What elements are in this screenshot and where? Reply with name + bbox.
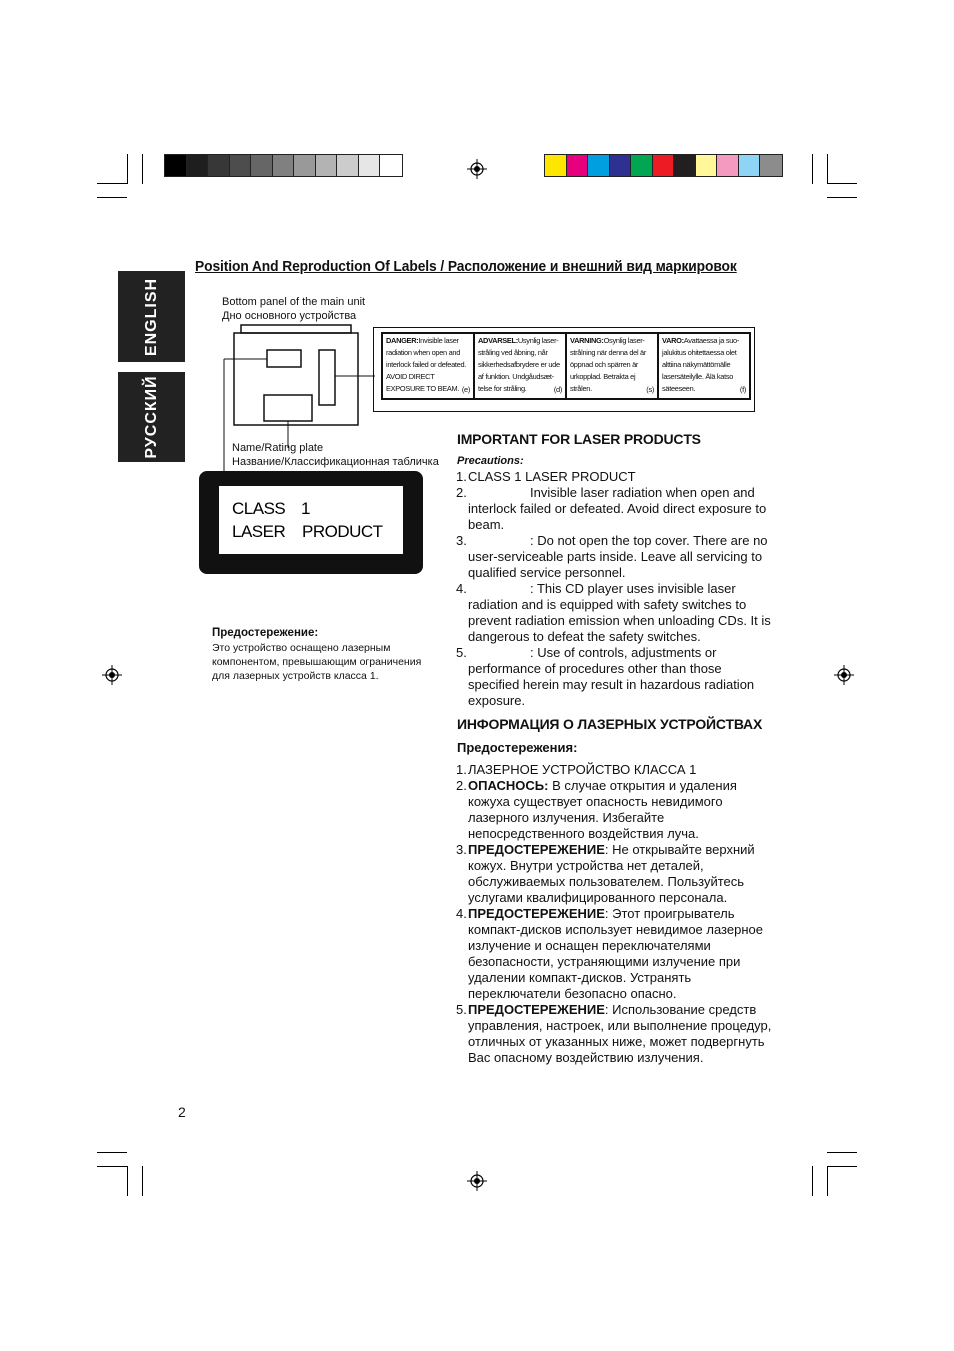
ru-heading: ИНФОРМАЦИЯ О ЛАЗЕРНЫХ УСТРОЙСТВАХ bbox=[457, 716, 763, 732]
page-title: Position And Reproduction Of Labels / Расположение и внешний вид маркировок bbox=[195, 258, 737, 275]
color-swatch bbox=[230, 155, 252, 176]
warning-label bbox=[381, 332, 475, 400]
warning-label-text: Avattaessa ja suo-jalukitus ohitettaessa olet alttiina näkymättömälle lasersäteilylle. Älä katso säteeseen. bbox=[662, 336, 740, 393]
ru-caution-text: Это устройство оснащено лазерным компонентом, превышающим ограничения для лазерных устройств класса 1. bbox=[212, 642, 422, 682]
list-item-number: 4. bbox=[456, 581, 467, 596]
name-plate-label-ru: Название/Классификационная табличка bbox=[232, 456, 439, 468]
list-item-text: CLASS 1 LASER PRODUCT bbox=[468, 469, 636, 484]
list-item-number: 4. bbox=[456, 906, 467, 921]
color-swatch bbox=[251, 155, 273, 176]
list-item bbox=[456, 778, 776, 842]
class1-label bbox=[199, 471, 423, 574]
class-word: CLASS bbox=[232, 499, 286, 518]
en-precautions-label: Precautions: bbox=[457, 455, 524, 467]
warning-label-code: (s) bbox=[646, 385, 654, 394]
color-swatch bbox=[273, 155, 295, 176]
warning-label-code: (d) bbox=[553, 385, 562, 394]
list-item bbox=[456, 469, 776, 485]
list-item-text: ЛАЗЕРНОЕ УСТРОЙСТВО КЛАССА 1 bbox=[468, 762, 697, 777]
color-swatch bbox=[696, 155, 718, 176]
name-plate-label-en: Name/Rating plate bbox=[232, 442, 324, 454]
warning-label-head: VARO: bbox=[662, 336, 684, 345]
list-item-number: 3. bbox=[456, 533, 467, 548]
warning-label-code: (e) bbox=[461, 385, 470, 394]
color-swatch bbox=[760, 155, 782, 176]
color-swatch bbox=[380, 155, 402, 176]
page-number: 2 bbox=[178, 1104, 186, 1120]
warning-label bbox=[473, 332, 567, 400]
list-item bbox=[456, 581, 776, 645]
list-item-text: : Этот проигрыватель компакт-дисков использует невидимое лазерное излучение и оснащен переключателями безопасности, устраняющими излучение при удалении компакт-дисков. Устранять переключатели безопасно опасно. bbox=[468, 906, 763, 1001]
list-item-number: 2. bbox=[456, 778, 467, 793]
list-item-number: 5. bbox=[456, 1002, 467, 1017]
list-item-number: 3. bbox=[456, 842, 467, 857]
warning-label-code: (f) bbox=[739, 385, 746, 394]
tab-russian bbox=[118, 372, 185, 462]
process-color-bar bbox=[544, 154, 783, 177]
list-item bbox=[456, 1002, 776, 1066]
ru-caution-title: Предостережение: bbox=[212, 627, 319, 639]
color-swatch bbox=[316, 155, 338, 176]
list-item-text: : Не открывайте верхний кожух. Внутри устройства нет деталей, обслуживаемых пользователем. Пользуйтесь услугами квалифицированного персонала. bbox=[468, 842, 755, 905]
list-item-number: 5. bbox=[456, 645, 467, 660]
list-item-text: В случае открытия и удаления кожуха существует опасность невидимого лазерного излучения. Избегайте непосредственного воздействия луча. bbox=[468, 778, 737, 841]
registration-mark-icon bbox=[467, 159, 487, 179]
list-item bbox=[456, 645, 776, 709]
bottom-panel-label bbox=[222, 295, 365, 323]
class1-label-inner bbox=[219, 486, 403, 554]
registration-mark-icon bbox=[834, 665, 854, 685]
list-item-number: 2. bbox=[456, 485, 467, 500]
list-item-number: 1. bbox=[456, 762, 467, 777]
warning-label-text: Usynlig laser-stråling ved åbning, når sikkerhedsafbrydere er ude af funktion. Undgåudsæt-telse for stråling. bbox=[478, 336, 560, 393]
warning-labels-panel bbox=[373, 327, 755, 412]
tab-russian-label: РУССКИЙ bbox=[142, 375, 160, 459]
ru-precautions-label: Предостережения: bbox=[457, 740, 578, 755]
warning-label-text: Osynlig laser-strålning när denna del är öppnad och spärren är urkopplad. Betrakta ej strålen. bbox=[570, 336, 647, 393]
color-swatch bbox=[739, 155, 761, 176]
en-heading: IMPORTANT FOR LASER PRODUCTS bbox=[457, 431, 701, 447]
en-precautions-list bbox=[456, 469, 776, 709]
tab-english-label: ENGLISH bbox=[142, 277, 160, 356]
list-item-bold: ПРЕДОСТЕРЕЖЕНИЕ bbox=[468, 842, 605, 857]
list-item-text: Invisible laser radiation when open and interlock failed or defeated. Avoid direct exposure to beam. bbox=[468, 485, 767, 532]
color-swatch bbox=[631, 155, 653, 176]
list-item bbox=[456, 906, 776, 1002]
name-plate-label bbox=[232, 441, 439, 469]
color-swatch bbox=[653, 155, 675, 176]
registration-mark-icon bbox=[102, 665, 122, 685]
ru-precautions-list bbox=[456, 762, 776, 1066]
bottom-panel-label-en: Bottom panel of the main unit bbox=[222, 296, 366, 308]
list-item-bold: ПРЕДОСТЕРЕЖЕНИЕ bbox=[468, 1002, 605, 1017]
color-swatch bbox=[717, 155, 739, 176]
registration-mark-icon bbox=[467, 1171, 487, 1191]
list-item-text: : This CD player uses invisible laser radiation and is equipped with safety switches to prevent radiation emission when unloading CDs. It is dangerous to defeat the safety switches. bbox=[468, 581, 771, 644]
grayscale-color-bar bbox=[164, 154, 403, 177]
product-word: PRODUCT bbox=[302, 522, 383, 541]
color-swatch bbox=[610, 155, 632, 176]
list-item bbox=[456, 842, 776, 906]
list-item bbox=[456, 762, 776, 778]
tab-english bbox=[118, 271, 185, 362]
color-swatch bbox=[165, 155, 187, 176]
color-swatch bbox=[337, 155, 359, 176]
list-item bbox=[456, 485, 776, 533]
list-item-text: : Do not open the top cover. There are no user-serviceable parts inside. Leave all servicing to qualified service personnel. bbox=[468, 533, 768, 580]
ru-caution bbox=[212, 627, 422, 683]
warning-label-head: DANGER: bbox=[386, 336, 419, 345]
list-item-number: 1. bbox=[456, 469, 467, 484]
list-item-bold: ОПАСНОСЬ: bbox=[468, 778, 549, 793]
list-item bbox=[456, 533, 776, 581]
warning-label bbox=[565, 332, 659, 400]
list-item-text: : Использование средств управления, настроек, или выполнение процедур, отличных от указанных ниже, может подвергнуть Вас опасному воздействию излучения. bbox=[468, 1002, 772, 1065]
color-swatch bbox=[359, 155, 381, 176]
class-number: 1 bbox=[301, 499, 310, 518]
color-swatch bbox=[545, 155, 567, 176]
color-swatch bbox=[208, 155, 230, 176]
color-swatch bbox=[674, 155, 696, 176]
list-item-text: : Use of controls, adjustments or performance of procedures other than those specified herein may result in hazardous radiation exposure. bbox=[468, 645, 755, 708]
color-swatch bbox=[294, 155, 316, 176]
laser-word: LASER bbox=[232, 522, 286, 541]
color-swatch bbox=[567, 155, 589, 176]
list-item-bold: ПРЕДОСТЕРЕЖЕНИЕ bbox=[468, 906, 605, 921]
warning-label bbox=[657, 332, 751, 400]
color-swatch bbox=[187, 155, 209, 176]
bottom-panel-label-ru: Дно основного устройства bbox=[222, 310, 357, 322]
warning-label-text: Invisible laser radiation when open and interlock failed or defeated. AVOID DIRECT EXPOSURE TO BEAM. bbox=[386, 336, 467, 393]
color-swatch bbox=[588, 155, 610, 176]
warning-label-head: VARNING: bbox=[570, 336, 604, 345]
warning-label-head: ADVARSEL: bbox=[478, 336, 518, 345]
